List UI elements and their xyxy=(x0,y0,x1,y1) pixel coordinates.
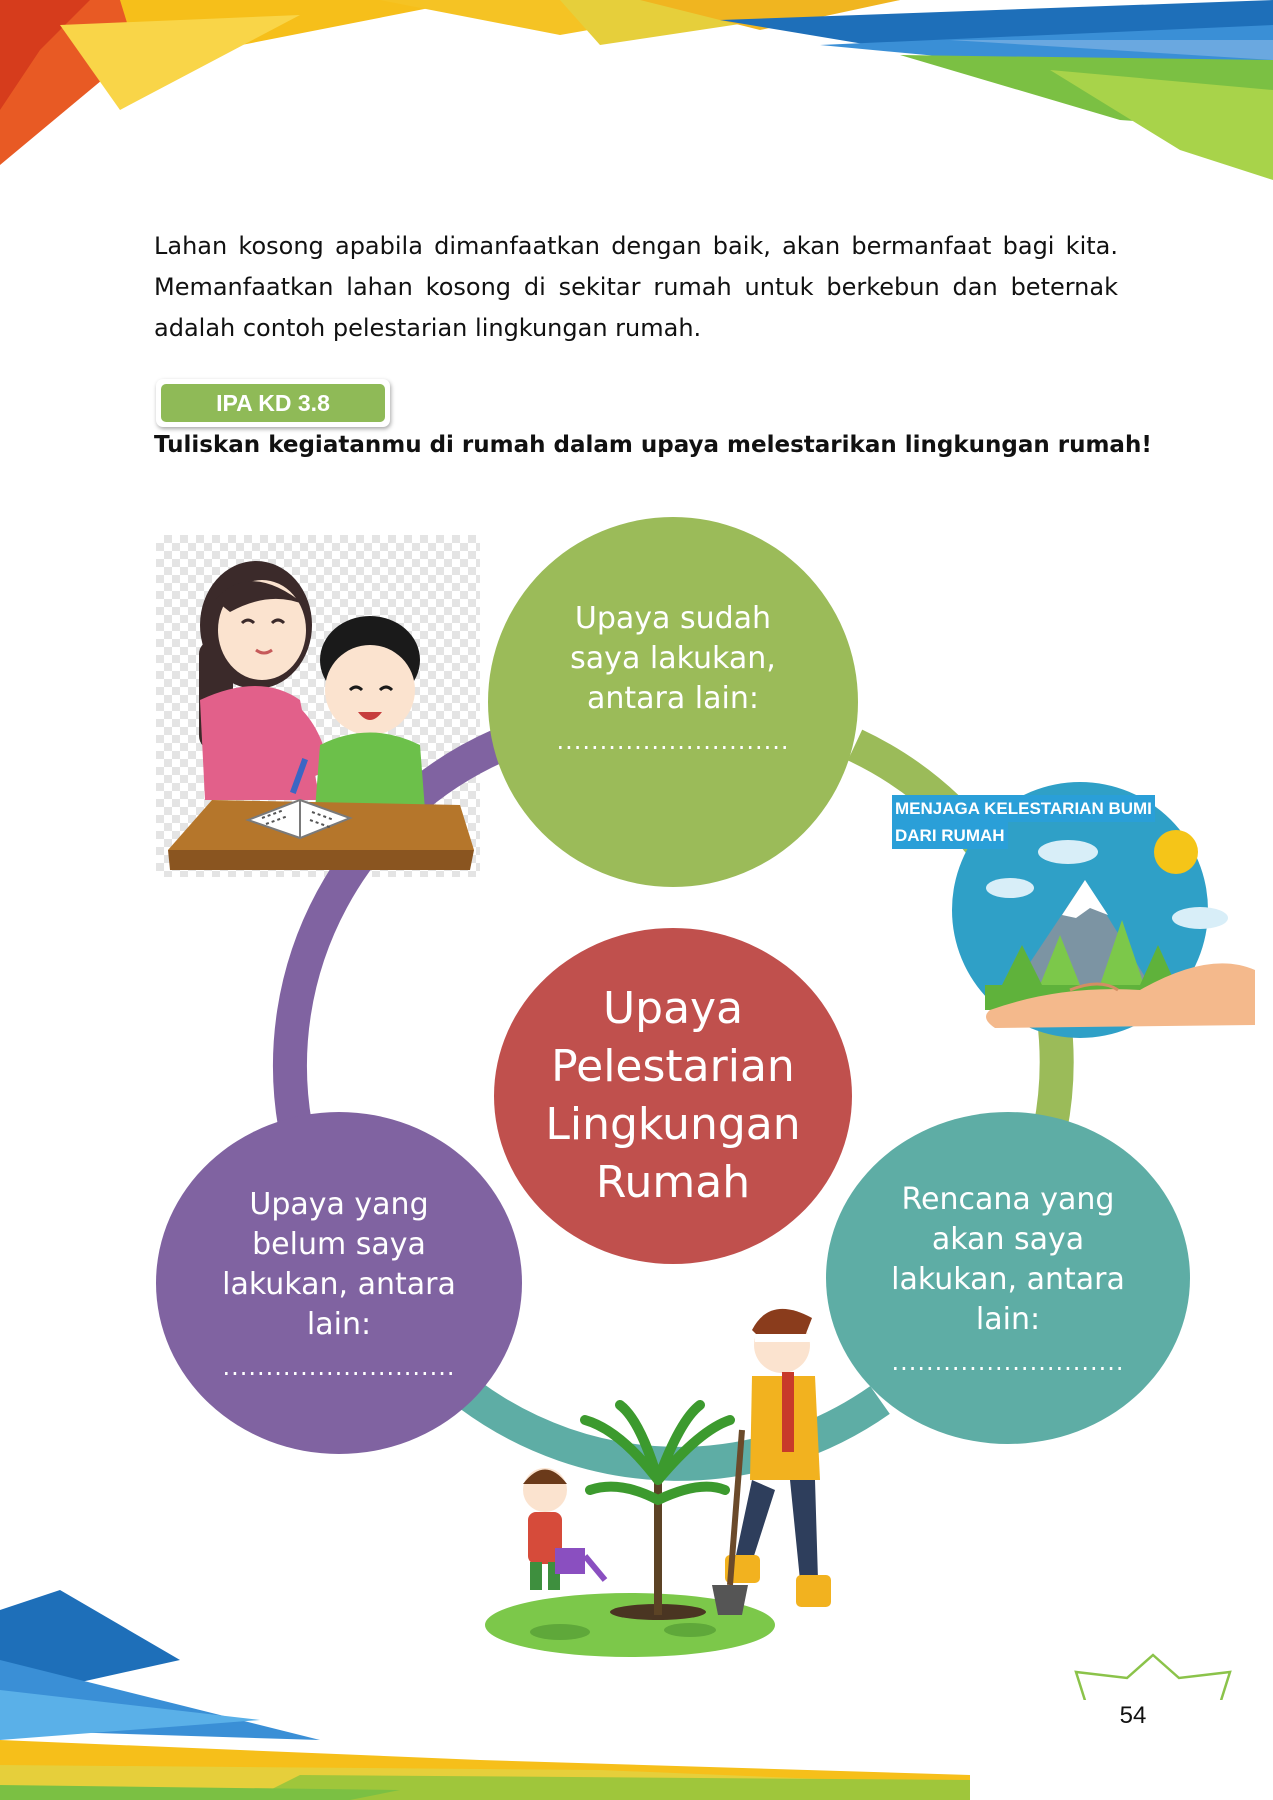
done-efforts-answer-line: ........................... xyxy=(556,727,790,755)
center-topic-label: Upaya Pelestarian Lingkungan Rumah xyxy=(545,983,801,1208)
page-number-star-frame xyxy=(1054,1655,1252,1700)
mother-child-study-illustration xyxy=(168,561,474,870)
earth-caption-line1: MENJAGA KELESTARIAN BUMI xyxy=(892,795,1155,822)
earth-illustration-caption xyxy=(892,795,1155,849)
not-done-efforts-answer-line: ........................... xyxy=(222,1353,456,1381)
page-number: 54 xyxy=(1119,1702,1147,1729)
plan-efforts-circle xyxy=(826,1112,1190,1444)
plan-efforts-answer-line: ........................... xyxy=(891,1348,1125,1376)
done-efforts-label: Upaya sudah saya lakukan, antara lain: xyxy=(570,601,776,716)
subject-badge-label: IPA KD 3.8 xyxy=(161,384,385,422)
center-topic-circle xyxy=(494,928,852,1264)
plan-efforts-label: Rencana yang akan saya lakukan, antara lain: xyxy=(891,1182,1125,1337)
earth-caption-line2: DARI RUMAH xyxy=(892,822,1008,849)
tree-planting-illustration xyxy=(485,1309,831,1657)
intro-paragraph: Lahan kosong apabila dimanfaatkan dengan baik, akan bermanfaat bagi kita. Memanfaatkan lahan kosong di sekitar rumah untuk berkebun dan beternak adalah contoh pelestarian lingkungan rumah. xyxy=(154,232,1118,342)
instruction-text: Tuliskan kegiatanmu di rumah dalam upaya melestarikan lingkungan rumah! xyxy=(154,432,1152,458)
done-efforts-circle xyxy=(488,517,858,887)
not-done-efforts-label: Upaya yang belum saya lakukan, antara lain: xyxy=(222,1187,456,1342)
not-done-efforts-circle xyxy=(156,1112,522,1454)
